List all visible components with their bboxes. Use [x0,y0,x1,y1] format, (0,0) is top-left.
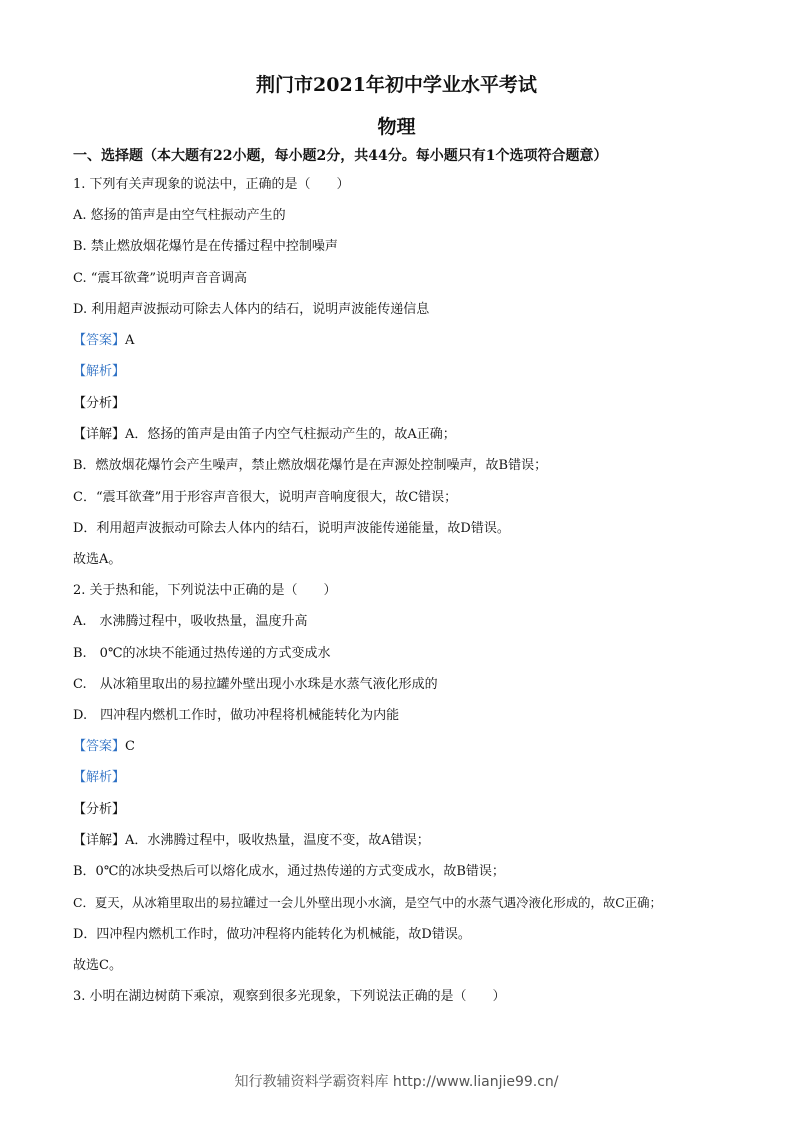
q2-answer-line [73,738,135,756]
q1-option-a: A. 悠扬的笛声是由空气柱振动产生的 [73,208,286,223]
q2-detail-line: C．夏天，从冰箱里取出的易拉罐过一会儿外壁出现小水滴，是空气中的水蒸气遇冷液化形成的，故C正确； [73,895,662,910]
q1-option-d: D. 利用超声波振动可除去人体内的结石，说明声波能传递信息 [73,302,430,317]
question-3-stem: 3. 小明在湖边树荫下乘凉，观察到很多光现象，下列说法正确的是（ ） [73,989,506,1004]
question-2-stem: 2. 关于热和能，下列说法中正确的是（ ） [73,583,337,598]
exam-title: 荆门市2021年初中学业水平考试 [256,74,537,96]
question-1-stem: 1. 下列有关声现象的说法中，正确的是（ ） [73,177,350,192]
q2-detail-line: 【详解】A．水沸腾过程中，吸收热量，温度不变，故A错误； [73,833,430,848]
q2-detail-line: B．0℃的冰块受热后可以熔化成水，通过热传递的方式变成水，故B错误； [73,864,505,879]
q1-detail-line: C．“震耳欲聋”用于形容声音很大，说明声音响度很大，故C错误； [73,490,458,505]
q2-fenxi: 【分析】 [73,802,126,817]
q1-answer-value: A [125,333,135,348]
q2-option-b: B. 0℃的冰块不能通过热传递的方式变成水 [73,646,331,661]
q2-detail-line: D．四冲程内燃机工作时，做功冲程将内能转化为机械能，故D错误。 [73,927,471,942]
subject-title: 物理 [377,116,416,138]
q1-option-c: C. “震耳欲聋”说明声音音调高 [73,271,248,286]
q1-analysis-tag: 【解析】 [73,364,126,379]
q2-analysis-tag: 【解析】 [73,770,126,785]
q1-conclusion: 故选A。 [73,552,122,567]
q1-fenxi: 【分析】 [73,396,126,411]
answer-tag: 【答案】 [73,333,126,348]
answer-tag: 【答案】 [73,739,126,754]
q2-conclusion: 故选C。 [73,958,122,973]
section-heading: 一、选择题（本大题有22小题，每小题2分，共44分。每小题只有1个选项符合题意） [73,148,608,164]
q2-option-d: D. 四冲程内燃机工作时，做功冲程将机械能转化为内能 [73,708,400,723]
q1-detail-line: B．燃放烟花爆竹会产生噪声，禁止燃放烟花爆竹是在声源处控制噪声，故B错误； [73,458,548,473]
q2-option-c: C. 从冰箱里取出的易拉罐外壁出现小水珠是水蒸气液化形成的 [73,677,438,692]
q1-option-b: B. 禁止燃放烟花爆竹是在传播过程中控制噪声 [73,239,338,254]
q1-answer-line [73,332,134,350]
q2-answer-value: C [125,739,135,754]
q2-option-a: A. 水沸腾过程中，吸收热量，温度升高 [73,614,308,629]
q1-detail-line: D．利用超声波振动可除去人体内的结石，说明声波能传递能量，故D错误。 [73,521,510,536]
footer-watermark: 知行教辅资料学霸资料库 http://www.lianjie99.cn/ [234,1074,559,1090]
q1-detail-line: 【详解】A．悠扬的笛声是由笛子内空气柱振动产生的，故A正确； [73,427,456,442]
